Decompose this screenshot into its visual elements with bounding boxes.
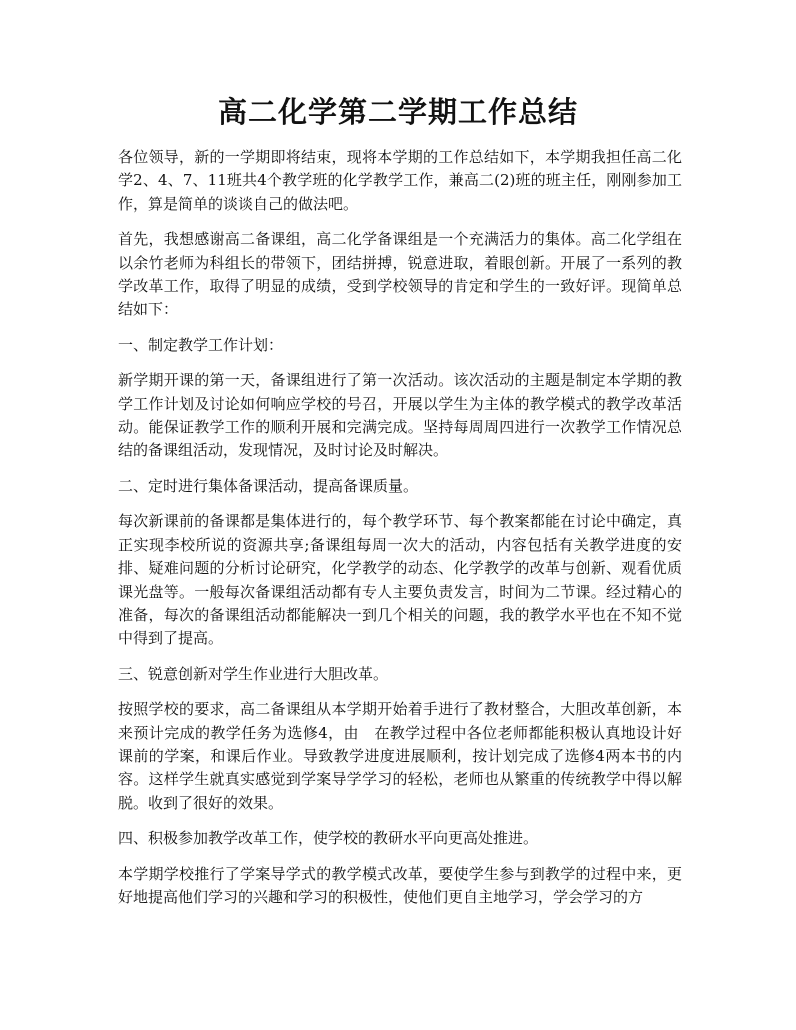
section-heading-2: 二、定时进行集体备课活动，提高备课质量。: [118, 476, 419, 495]
document-title: 高二化学第二学期工作总结: [217, 95, 578, 129]
section-heading-4: 四、积极参加教学改革工作，使学校的教研水平向更高处推进。: [118, 829, 539, 848]
paragraph-section-3: 按照学校的要求，高二备课组从本学期开始着手进行了教材整合，大胆改革创新，本来预计完成的教学任务为选修4，由 在教学过程中各位老师都能积极认真地设计好课前的学案，和课后作业。导致教学进度进展顺利，按计划完成了选修4两本书的内容。这样学生就真实感觉到学案导学学习的轻松，老师也从繁重的传统教学中得以解脱。收到了很好的效果。: [118, 700, 682, 812]
paragraph-section-4: 本学期学校推行了学案导学式的教学模式改革，要使学生参与到教学的过程中来，更好地提高他们学习的兴趣和学习的积极性，使他们更自主地学习，学会学习的方: [118, 864, 682, 906]
paragraph-section-2: 每次新课前的备课都是集体进行的，每个教学环节、每个教案都能在讨论中确定，真正实现李校所说的资源共享;备课组每周一次大的活动，内容包括有关教学进度的安排、疑难问题的分析讨论研究，化学教学的动态、化学教学的改革与创新、观看优质课光盘等。一般每次备课组活动都有专人主要负责发言，时间为二节课。经过精心的准备，每次的备课组活动都能解决一到几个相关的问题，我的教学水平也在不知不觉中得到了提高。: [118, 512, 682, 648]
section-heading-3: 三、锐意创新对学生作业进行大胆改革。: [118, 664, 389, 683]
section-heading-1: 一、制定教学工作计划：: [118, 335, 284, 354]
paragraph-section-1: 新学期开课的第一天，备课组进行了第一次活动。该次活动的主题是制定本学期的教学工作计划及讨论如何响应学校的号召，开展以学生为主体的教学模式的教学改革活动。能保证教学工作的顺利开展和完满完成。坚持每周周四进行一次教学工作情况总结的备课组活动，发现情况，及时讨论及时解决。: [118, 371, 682, 460]
paragraph-thanks: 首先，我想感谢高二备课组，高二化学备课组是一个充满活力的集体。高二化学组在以余竹老师为科组长的带领下，团结拼搏，锐意进取，着眼创新。开展了一系列的教学改革工作，取得了明显的成绩，受到学校领导的肯定和学生的一致好评。现简单总结如下：: [118, 230, 682, 319]
document-body: [118, 146, 682, 921]
paragraph-intro: 各位领导，新的一学期即将结束，现将本学期的工作总结如下，本学期我担任高二化学2、4、7、11班共4个教学班的化学教学工作，兼高二(2)班的班主任，刚刚参加工作，算是简单的谈谈自己的做法吧。: [118, 148, 682, 213]
